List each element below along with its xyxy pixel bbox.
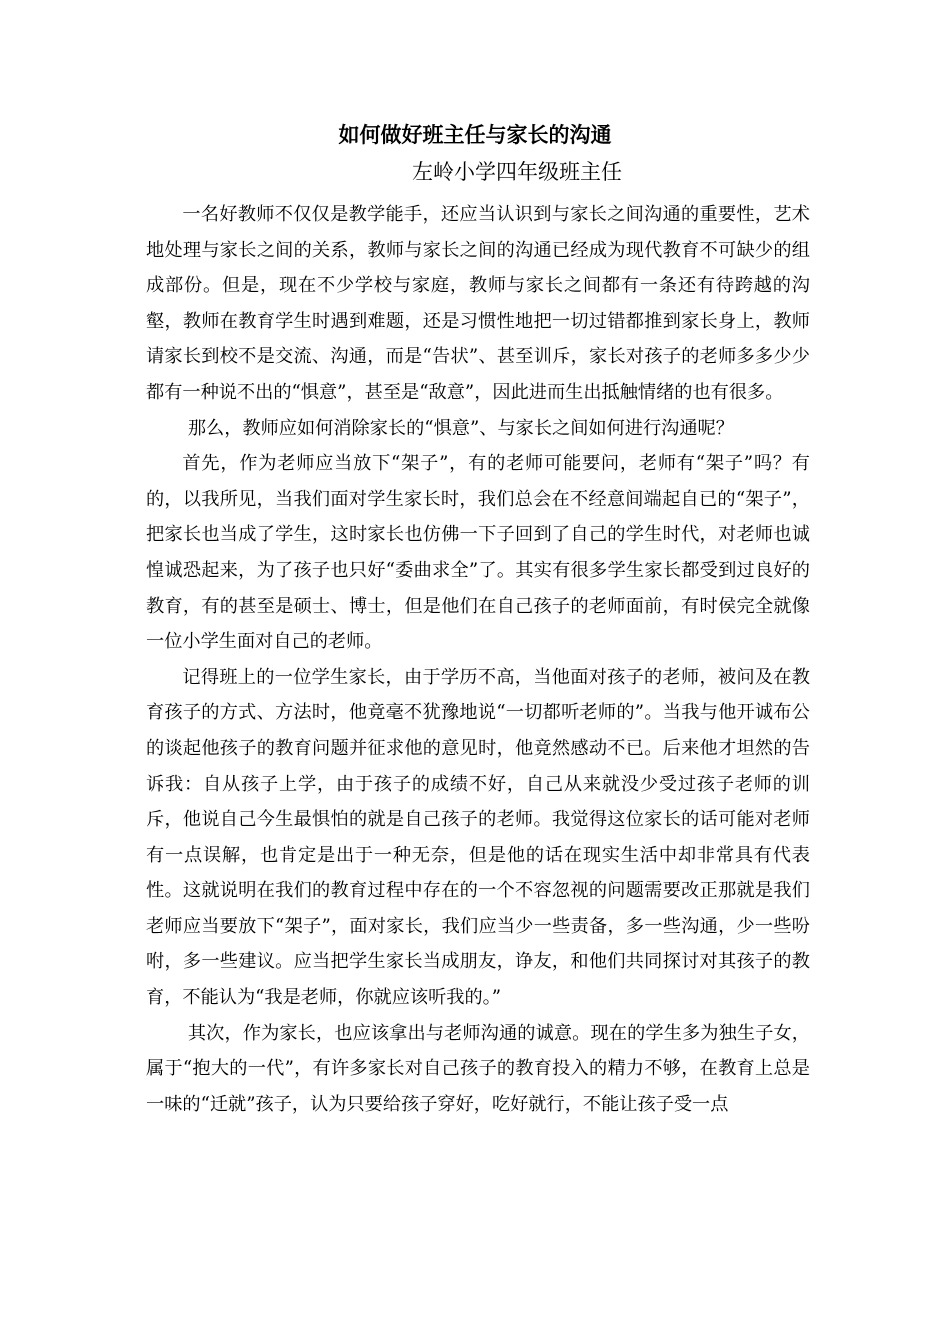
paragraph: 首先，作为老师应当放下“架子”，有的老师可能要问，老师有“架子”吗？有的，以我所见，当我们面对学生家长时，我们总会在不经意间端起自已的“架子”，把家长也当成了学生，这时家长也仿佛一下子回到了自己的学生时代，对老师也诚惶诚恐起来，为了孩子也只好“委曲求全”了。其实有很多学生家长都受到过良好的教育，有的甚至是硕士、博士，但是他们在自己孩子的老师面前，有时侯完全就像一位小学生面对自己的老师。	[146, 453, 810, 653]
paragraph: 记得班上的一位学生家长，由于学历不高，当他面对孩子的老师，被问及在教育孩子的方式、方法时，他竟毫不犹豫地说“一切都听老师的”。当我与他开诚布公的谈起他孩子的教育问题并征求他的意见时，他竟然感动不已。后来他才坦然的告诉我：自从孩子上学，由于孩子的成绩不好，自己从来就没少受过孩子老师的训斥，他说自己今生最惧怕的就是自己孩子的老师。我觉得这位家长的话可能对老师有一点误解，也肯定是出于一种无奈，但是他的话在现实生活中却非常具有代表性。这就说明在我们的教育过程中存在的一个不容忽视的问题需要改正那就是我们老师应当要放下“架子”，面对家长，我们应当少一些责备，多一些沟通，少一些吩咐，多一些建议。应当把学生家长当成朋友，诤友，和他们共同探讨对其孩子的教育，不能认为“我是老师，你就应该听我的。”	[146, 666, 810, 1009]
document-title: 如何做好班主任与家长的沟通	[338, 122, 612, 147]
paragraph: 一名好教师不仅仅是教学能手，还应当认识到与家长之间沟通的重要性，艺术地处理与家长之间的关系，教师与家长之间的沟通已经成为现代教育不可缺少的组成部份。但是，现在不少学校与家庭，教师与家长之间都有一条还有待跨越的沟壑，教师在教育学生时遇到难题，还是习惯性地把一切过错都推到家长身上，教师请家长到校不是交流、沟通，而是“告状”、甚至训斥，家长对孩子的老师多多少少都有一种说不出的“惧意”，甚至是“敌意”，因此进而生出抵触情绪的也有很多。	[146, 204, 810, 403]
document-subtitle: 左岭小学四年级班主任	[412, 160, 622, 184]
paragraph: 其次，作为家长，也应该拿出与老师沟通的诚意。现在的学生多为独生子女，属于“抱大的一代”，有许多家长对自己孩子的教育投入的精力不够，在教育上总是一味的“迁就”孩子，认为只要给孩子穿好，吃好就行，不能让孩子受一点	[146, 1022, 810, 1115]
paragraph: 那么，教师应如何消除家长的“惧意”、与家长之间如何进行沟通呢？	[187, 417, 734, 439]
document-body	[146, 197, 810, 1122]
